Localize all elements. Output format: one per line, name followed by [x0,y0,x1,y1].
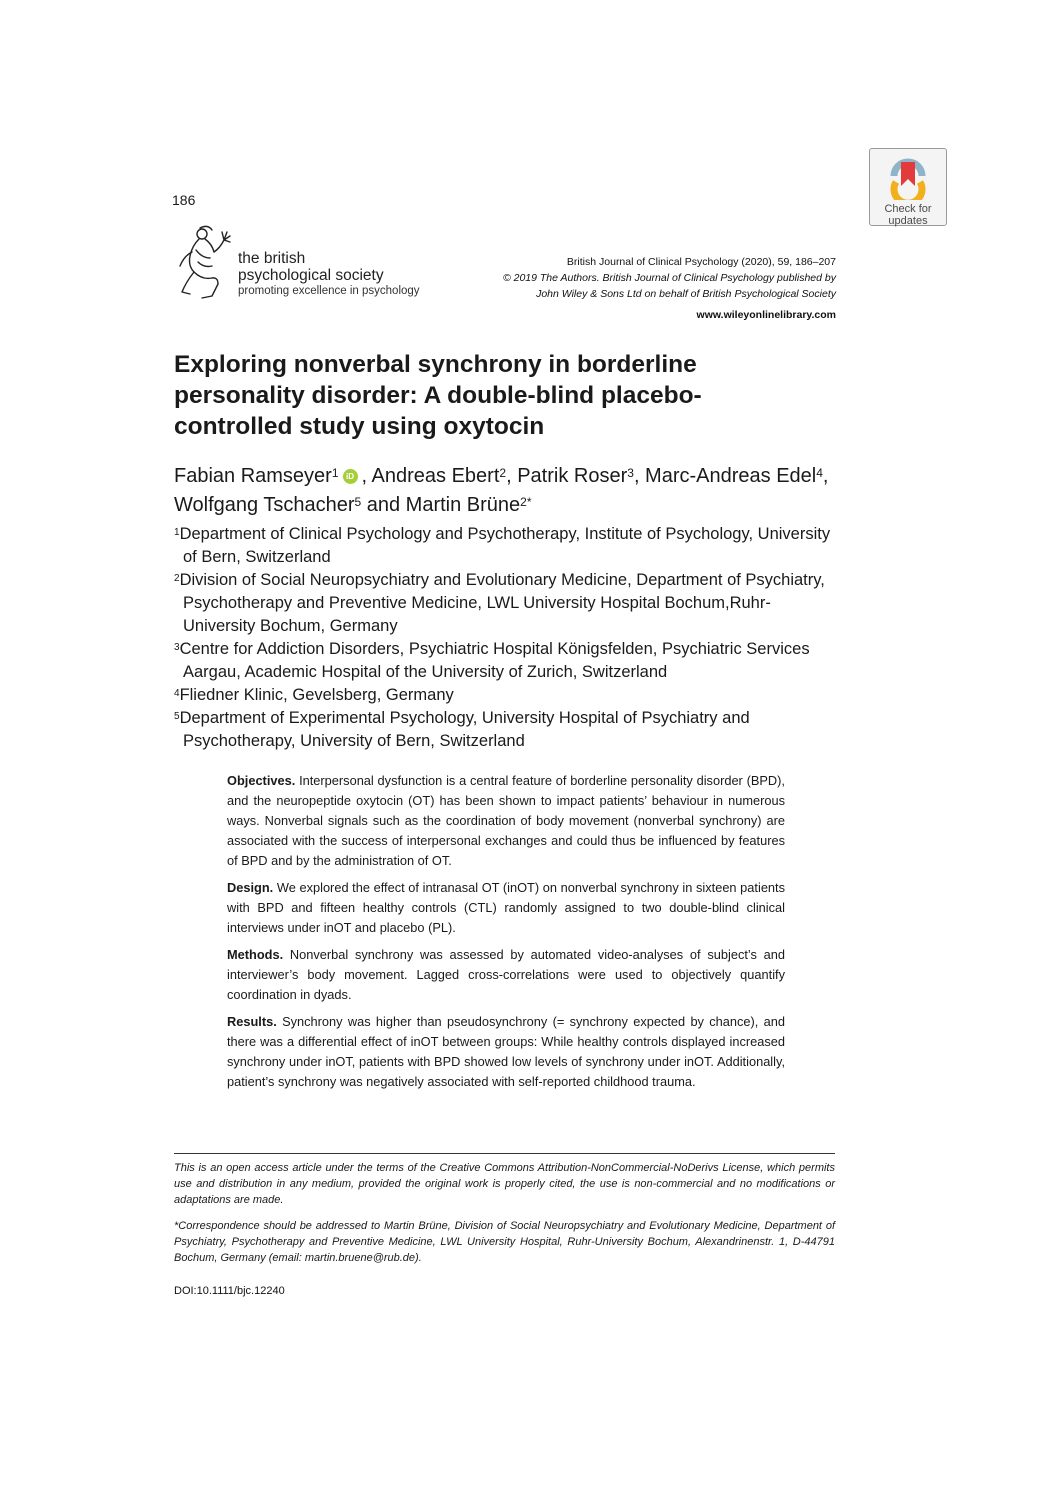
author-name: , Wolfgang Tschacher [174,465,829,516]
author-name: , Patrik Roser [506,465,628,487]
affiliation-number: 3 [174,642,180,653]
abstract-label: Methods. [227,947,284,962]
affiliation-number: 5 [174,711,180,722]
author-affiliation-mark: 5 [354,495,362,509]
affiliation-number: 2 [174,573,180,584]
affiliation [174,638,834,684]
license-footnote: This is an open access article under the terms of the Creative Commons Attribution-NonCommercial-NoDerivs License, which permits use and distribution in any medium, provided the original work is properly cited, the use is non-commercial and no modifications or adaptations are made. [174,1162,835,1206]
abstract-label: Objectives. [227,773,296,788]
page-number: 186 [172,192,196,208]
affiliation-number: 1 [174,527,180,538]
author-name: Fabian Ramseyer [174,465,332,487]
logo-line1: the british [238,250,306,267]
affiliation-text: Department of Clinical Psychology and Psychotherapy, Institute of Psychology, University of Bern, Switzerland [179,525,831,566]
journal-citation: British Journal of Clinical Psychology (2020), 59, 186–207 [566,256,836,268]
journal-info [503,254,836,302]
bps-logo-icon [172,222,234,302]
affiliations [174,523,834,753]
correspondence-footnote: *Correspondence should be addressed to Martin Brüne, Division of Social Neuropsychiatry and Evolutionary Medicine, Department of Psychiatry, Psychotherapy and Preventive Medicine, LWL University Hospital, Ruhr-University Bochum, Alexandrinenstr. 1, D-44791 Bochum, Germany (email: martin.bruene@rub.de). [174,1220,835,1264]
abstract-results [227,1012,785,1092]
journal-copyright-2: John Wiley & Sons Ltd on behalf of British Psychological Society [536,288,836,300]
abstract-label: Results. [227,1014,277,1029]
journal-website-link[interactable]: www.wileyonlinelibrary.com [696,309,836,321]
affiliation-number: 4 [174,688,180,699]
check-for-updates-badge[interactable] [869,148,947,226]
affiliation-text: Division of Social Neuropsychiatry and Evolutionary Medicine, Department of Psychiatry, Psychotherapy and Preventive Medicine, LWL University Hospital Bochum,Ruhr-University Bochum, Germany [179,571,825,635]
badge-line1: Check for [884,203,932,215]
crossmark-icon [886,156,930,200]
abstract-text: Interpersonal dysfunction is a central feature of borderline personality disorder (BPD), and the neuropeptide oxytocin (OT) has been shown to impact patients’ behaviour in numerous ways. Nonverbal signals such as the coordination of body movement (nonverbal synchrony) are associated with the success of interpersonal exchanges and could thus be influenced by features of BPD and by the administration of OT. [227,773,785,868]
affiliation-text: Fliedner Klinic, Gevelsberg, Germany [179,686,454,704]
abstract-design [227,878,785,938]
footnote-divider [174,1153,835,1154]
author-affiliation-mark: 1 [331,466,339,480]
author-name: , Andreas Ebert [361,465,500,487]
affiliation-text: Centre for Addiction Disorders, Psychiatric Hospital Königsfelden, Psychiatric Services Aargau, Academic Hospital of the University of Zurich, Switzerland [179,640,810,681]
abstract-text: Synchrony was higher than pseudosynchrony (= synchrony expected by chance), and there was a differential effect of inOT between groups: While healthy controls displayed increased synchrony under inOT, patients with BPD showed low levels of synchrony under inOT. Additionally, patient’s synchrony was negatively associated with self-reported childhood trauma. [227,1014,785,1089]
affiliation [174,707,834,753]
author-affiliation-mark: 2* [520,495,532,509]
author-name: , Marc-Andreas Edel [633,465,817,487]
author-name: and Martin Brüne [361,494,521,516]
abstract-label: Design. [227,880,274,895]
affiliation [174,684,834,707]
article-title: Exploring nonverbal synchrony in borderline personality disorder: A double-blind placebo-controlled study using oxytocin [174,351,702,440]
bps-logo-text [238,250,420,299]
abstract-objectives [227,771,785,871]
badge-line2: updates [888,215,928,227]
author-affiliation-mark: 2 [499,466,507,480]
author-affiliation-mark: 3 [627,466,634,480]
journal-copyright-1: © 2019 The Authors. British Journal of Clinical Psychology published by [502,272,836,284]
doi[interactable]: DOI:10.1111/bjc.12240 [174,1285,285,1297]
abstract-methods [227,945,785,1005]
abstract-text: We explored the effect of intranasal OT (inOT) on nonverbal synchrony in sixteen patients with BPD and fifteen healthy controls (CTL) randomly assigned to two double-blind clinical interviews under inOT and placebo (PL). [227,880,786,935]
author-affiliation-mark: 4 [816,466,823,480]
abstract [227,771,785,1099]
affiliation-text: Department of Experimental Psychology, University Hospital of Psychiatry and Psychotherapy, University of Bern, Switzerland [179,709,750,750]
logo-line2: psychological society [238,267,384,284]
affiliation [174,569,834,638]
abstract-text: Nonverbal synchrony was assessed by automated video-analyses of subject’s and interviewer’s body movement. Lagged cross-correlations were used to objectively quantify coordination in dyads. [227,947,785,1002]
orcid-icon[interactable]: iD [343,469,358,484]
logo-line3: promoting excellence in psychology [238,285,420,297]
affiliation [174,523,834,569]
author-list [174,462,854,520]
